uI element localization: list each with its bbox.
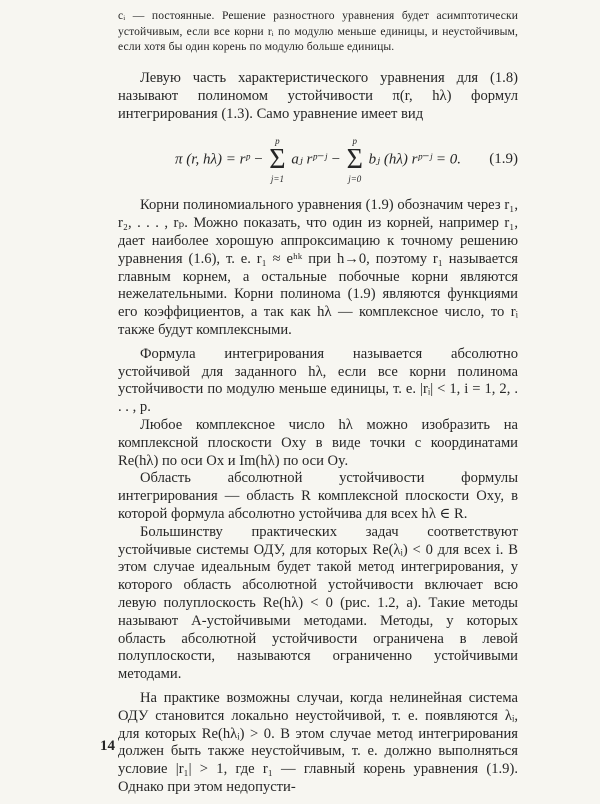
sigma-icon: Σ xyxy=(269,144,286,176)
paragraph-absolute-stability: Формула интегрирования называется абсолютно устойчивой для заданного hλ, если все корни полинома устойчивости по модулю меньше единицы, т. е. |rᵢ| < 1, i = 1, 2, . . . , p. xyxy=(118,345,518,416)
sum-symbol-a xyxy=(269,135,285,185)
sum-lower-limit: j=0 xyxy=(348,174,362,185)
paragraph-complex-plane: Любое комплексное число hλ можно изобразить на комплексной плоскости Oxy в виде точки с координатами Re(hλ) по оси Ox и Im(hλ) по оси Oy. xyxy=(118,416,518,469)
sum-symbol-b xyxy=(347,135,363,185)
sigma-icon: Σ xyxy=(346,144,363,176)
sum-upper-limit: p xyxy=(275,136,280,147)
equation-number: (1.9) xyxy=(489,151,518,168)
paragraph-a-stable: Большинству практических задач соответствуют устойчивые системы ОДУ, для которых Re(λᵢ) < 0 для всех i. В этом случае идеальным будет такой метод интегрирования, у которого область абсолютной устойчивости включает всю левую полуплоскость Re(hλ) < 0 (рис. 1.2, a). Такие методы называют A-устойчивыми методами. Методы, у которых область абсолютной устойчивости ограничена в левой полуплоскости, называются ограниченно устойчивыми методами. xyxy=(118,523,518,683)
equation-formula xyxy=(175,135,461,185)
sum-upper-limit: p xyxy=(352,136,358,147)
paragraph-stability-region: Область абсолютной устойчивости формулы интегрирования — область R комплексной плоскости Oxy, в которой формула абсолютно устойчива для всех hλ ∈ R. xyxy=(118,470,518,522)
equation-term-b: bⱼ (hλ) rᵖ⁻ʲ = 0. xyxy=(368,151,461,168)
paragraph-stability-polynomial: Левую часть характеристического уравнения для (1.8) называют полиномом устойчивости π(r, hλ) формул интегрирования (1.3). Само уравнение имеет вид xyxy=(118,70,518,122)
paragraph-nonlinear: На практике возможны случаи, когда нелинейная система ОДУ становится локально неустойчивой, т. е. появляются λᵢ, для которых Re(hλᵢ) > 0. В этом случае метод интегрирования должен быть также неустойчивым, т. е. должно выполняться условие |r₁| > 1, где r₁ — главный корень уравнения (1.9). Однако при этом недопусти- xyxy=(118,689,518,795)
equation-1-9 xyxy=(118,129,518,191)
footnote: cᵢ — постоянные. Решение разностного уравнения будет асимптотически устойчивым, если все корни rᵢ по модулю меньше единицы, и неустойчивым, если хотя бы один корень по модулю больше единицы. xyxy=(118,9,518,53)
equation-term-a: aⱼ rᵖ⁻ʲ − xyxy=(291,151,341,168)
main-text xyxy=(118,70,518,797)
equation-lhs: π (r, hλ) = rᵖ − xyxy=(175,151,264,168)
paragraph-roots: Корни полиномиального уравнения (1.9) обозначим через r₁, r₂, . . . , rₚ. Можно показать, что один из корней, например r₁, дает наиболее хорошую аппроксимацию к точному решению уравнения (1.6), т. е. r₁ ≈ eʰᵏ при h→0, поэтому r₁ называется главным корнем, а остальные побочные корни являются нежелательными. Корни полинома (1.9) являются функциями его коэффициентов, а так как hλ — комплексное число, то rᵢ также будут комплексными. xyxy=(118,197,518,338)
page-number: 14 xyxy=(100,738,115,754)
sum-lower-limit: j=1 xyxy=(270,174,284,185)
